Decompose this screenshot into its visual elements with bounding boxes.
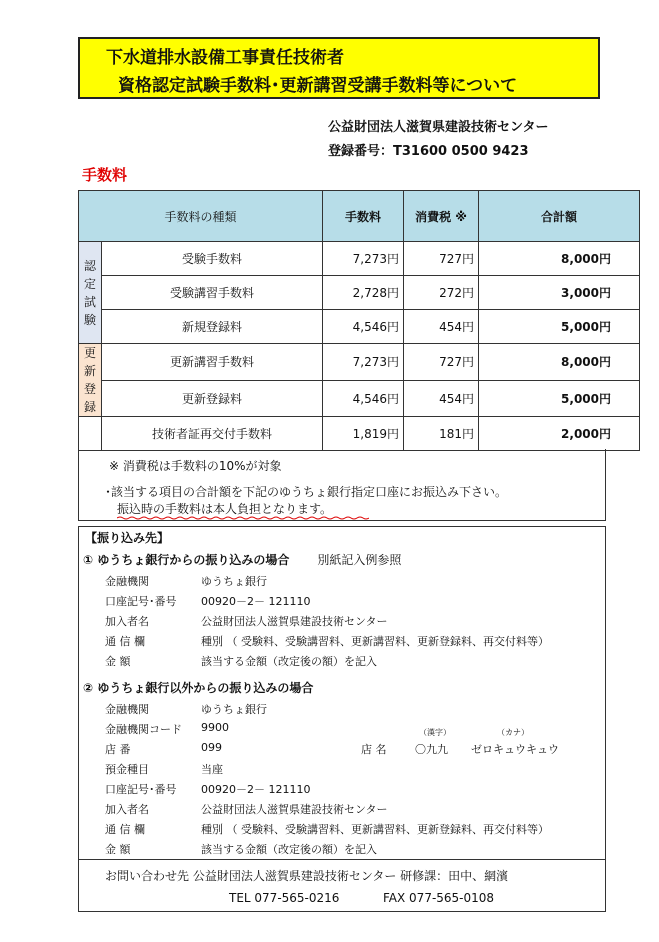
- label: 通 信 欄: [105, 635, 145, 648]
- row-total: 2,000円: [479, 417, 640, 451]
- group-char: 験: [83, 312, 96, 327]
- value: 099: [201, 741, 222, 754]
- section-2-heading: ② ゆうちょ銀行以外からの振り込みの場合: [83, 681, 314, 695]
- value: 該当する金額（改定後の額）を記入: [201, 843, 377, 856]
- row-name: 更新登録料: [102, 380, 323, 417]
- group-char: 録: [83, 400, 96, 414]
- tax-note: ※ 消費税は手数料の10%が対象: [109, 459, 282, 473]
- label: 通 信 欄: [105, 823, 145, 836]
- row-total: 5,000円: [479, 380, 640, 417]
- registration-number: 登録番号：T31600 0500 9423: [328, 144, 529, 159]
- table-row: [79, 344, 640, 381]
- table-row: [79, 310, 640, 344]
- value: 種別 （ 受験料、受験講習料、更新講習料、更新登録料、再交付料等）: [201, 823, 549, 836]
- notes-box: [78, 449, 606, 521]
- label: 金融機関: [105, 575, 149, 588]
- header-fee: 手数料: [323, 191, 404, 242]
- row-name: 技術者証再交付手数料: [102, 417, 323, 451]
- row-tax: 454円: [404, 380, 479, 417]
- group-char: 定: [83, 276, 96, 291]
- group-char: 認: [83, 258, 96, 273]
- row-tax: 727円: [404, 242, 479, 276]
- section-1-aside: 別紙記入例参照: [317, 553, 402, 567]
- row-fee: 2,728円: [323, 276, 404, 310]
- label: 金融機関: [105, 703, 149, 716]
- row-name: 新規登録料: [102, 310, 323, 344]
- value: 当座: [201, 763, 223, 776]
- fee-table: [78, 190, 640, 451]
- label: 口座記号･番号: [105, 595, 177, 608]
- contact-line: お問い合わせ先 公益財団法人滋賀県建設技術センター 研修課：田中、網濱: [105, 869, 509, 883]
- label: 口座記号･番号: [105, 783, 177, 796]
- row-total: 8,000円: [479, 344, 640, 381]
- row-total: 8,000円: [479, 242, 640, 276]
- row-fee: 7,273円: [323, 242, 404, 276]
- label: 金 額: [105, 843, 131, 856]
- row-fee: 4,546円: [323, 310, 404, 344]
- table-row: [79, 276, 640, 310]
- row-fee: 4,546円: [323, 380, 404, 417]
- wavy-underline: [117, 516, 369, 520]
- contact-fax: FAX 077-565-0108: [383, 891, 495, 905]
- table-header-row: [79, 191, 640, 242]
- title-box: [78, 37, 600, 99]
- group-char: 試: [83, 294, 96, 309]
- title-line-1: 下水道排水設備工事責任技術者: [106, 48, 344, 68]
- row-tax: 727円: [404, 344, 479, 381]
- value: 9900: [201, 721, 229, 734]
- kanji-hint: （漢字）: [419, 728, 451, 737]
- label: 店 番: [105, 743, 131, 756]
- label: 金融機関コード: [105, 723, 182, 736]
- value: 公益財団法人滋賀県建設技術センター: [201, 615, 388, 628]
- group-char: 更: [83, 346, 96, 360]
- payment-title: 【振り込み先】: [85, 531, 170, 545]
- row-fee: 1,819円: [323, 417, 404, 451]
- value: 種別 （ 受験料、受験講習料、更新講習料、更新登録料、再交付料等）: [201, 635, 549, 648]
- value: ゆうちょ銀行: [201, 703, 267, 716]
- value: 00920－2－ 121110: [201, 783, 311, 796]
- group-label-renewal: [79, 344, 102, 417]
- fee-note: 振込時の手数料は本人負担となります。: [117, 502, 333, 516]
- section-label: 手数料: [82, 166, 128, 184]
- organization-name: 公益財団法人滋賀県建設技術センター: [328, 120, 549, 135]
- label: 加入者名: [105, 803, 149, 816]
- value: ゼロキュウキュウ: [471, 743, 559, 756]
- row-total: 3,000円: [479, 276, 640, 310]
- label: 店 名: [361, 743, 387, 756]
- value: 公益財団法人滋賀県建設技術センター: [201, 803, 388, 816]
- group-char: 登: [83, 382, 96, 396]
- value: 〇九九: [415, 743, 448, 756]
- group-char: 新: [83, 364, 96, 378]
- payment-box: [78, 526, 606, 912]
- title-line-2: 資格認定試験手数料･更新講習受講手数料等について: [118, 76, 518, 96]
- table-row: [79, 242, 640, 276]
- contact-tel: TEL 077-565-0216: [229, 891, 340, 905]
- row-name: 更新講習手数料: [102, 344, 323, 381]
- divider: [79, 859, 605, 860]
- row-name: 受験講習手数料: [102, 276, 323, 310]
- label: 金 額: [105, 655, 131, 668]
- payment-note: ･該当する項目の合計額を下記のゆうちょ銀行指定口座にお振込み下さい。: [105, 485, 508, 499]
- table-row: [79, 417, 640, 451]
- section-1-heading: [83, 551, 401, 568]
- row-tax: 454円: [404, 310, 479, 344]
- value: 該当する金額（改定後の額）を記入: [201, 655, 377, 668]
- label: 預金種目: [105, 763, 149, 776]
- table-row: [79, 380, 640, 417]
- header-type: 手数料の種類: [79, 191, 323, 242]
- label: 加入者名: [105, 615, 149, 628]
- row-tax: 181円: [404, 417, 479, 451]
- group-label-empty: [79, 417, 102, 451]
- value: ゆうちょ銀行: [201, 575, 267, 588]
- header-tax: 消費税 ※: [404, 191, 479, 242]
- group-label-exam: [79, 242, 102, 344]
- header-total: 合計額: [479, 191, 640, 242]
- value: 00920－2－ 121110: [201, 595, 311, 608]
- kana-hint: （カナ）: [497, 728, 529, 737]
- row-fee: 7,273円: [323, 344, 404, 381]
- row-tax: 272円: [404, 276, 479, 310]
- row-name: 受験手数料: [102, 242, 323, 276]
- row-total: 5,000円: [479, 310, 640, 344]
- section-1-title: ① ゆうちょ銀行からの振り込みの場合: [83, 553, 290, 567]
